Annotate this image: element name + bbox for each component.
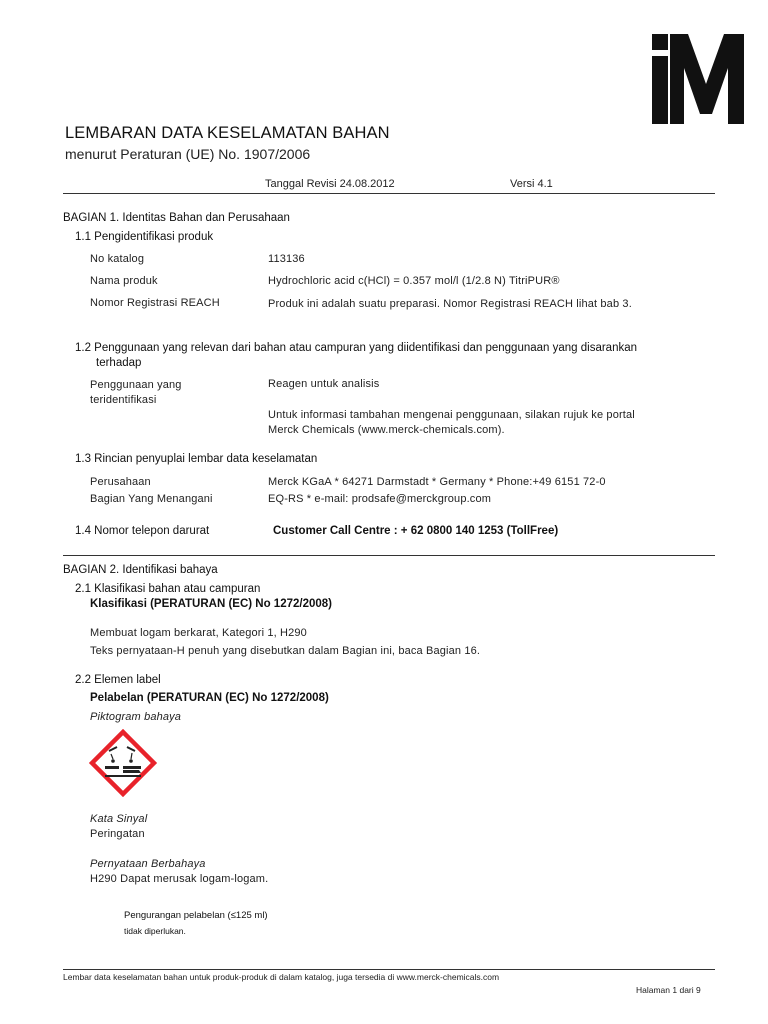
version-label: Versi 4.1 [510,178,553,190]
header-divider [63,193,715,194]
page-number: Halaman 1 dari 9 [636,985,701,995]
identified-use-value: Reagen untuk analisis [268,378,380,390]
signal-word-label: Kata Sinyal [90,813,148,825]
footer-divider [63,969,715,970]
reach-label: Nomor Registrasi REACH [90,297,220,309]
classification-line: Membuat logam berkarat, Kategori 1, H290 [90,627,307,639]
document-title: LEMBARAN DATA KESELAMATAN BAHAN [65,124,390,142]
document-subtitle: menurut Peraturan (UE) No. 1907/2006 [65,146,311,162]
identified-use-label: Penggunaan yang teridentifikasi [90,379,182,406]
reduced-labelling-value: tidak diperlukan. [124,926,186,936]
product-name-value: Hydrochloric acid c(HCl) = 0.357 mol/l (1/2.8 N) TitriPUR® [268,275,560,287]
company-label: Perusahaan [90,476,151,488]
responsible-dept-value: EQ-RS * e-mail: prodsafe@merckgroup.com [268,493,492,505]
corrosion-pictogram-icon [89,729,157,797]
section-1-heading: BAGIAN 1. Identitas Bahan dan Perusahaan [63,212,290,224]
signal-word-value: Peringatan [90,828,145,840]
section-2-2-heading: 2.2 Elemen label [75,674,161,686]
merck-logo [648,34,764,126]
catalog-label: No katalog [90,253,145,265]
reach-value: Produk ini adalah suatu preparasi. Nomor Registrasi REACH lihat bab 3. [268,298,632,310]
section-1-2-heading-cont: terhadap [96,357,142,369]
emergency-phone-value: Customer Call Centre : + 62 0800 140 1253 (TollFree) [273,525,559,537]
hazard-statement-value: H290 Dapat merusak logam-logam. [90,873,269,885]
responsible-dept-label: Bagian Yang Menangani [90,493,213,505]
section-1-1-heading: 1.1 Pengidentifikasi produk [75,231,214,243]
product-name-label: Nama produk [90,275,158,287]
section-1-3-heading: 1.3 Rincian penyuplai lembar data keselamatan [75,453,318,465]
hazard-statement-label: Pernyataan Berbahaya [90,858,206,870]
section-2-heading: BAGIAN 2. Identifikasi bahaya [63,564,218,576]
reduced-labelling-label: Pengurangan pelabelan (≤125 ml) [124,910,268,921]
labelling-subheading: Pelabelan (PERATURAN (EC) No 1272/2008) [90,692,329,704]
section-1-4-heading: 1.4 Nomor telepon darurat [75,525,210,537]
section-2-1-heading: 2.1 Klasifikasi bahan atau campuran [75,583,261,595]
h-statement-note: Teks pernyataan-H penuh yang disebutkan dalam Bagian ini, baca Bagian 16. [90,645,481,657]
additional-use-info: Untuk informasi tambahan mengenai penggunaan, silakan rujuk ke portal Merck Chemicals (www.merck-chemicals.com). [268,409,635,436]
section-1-2-heading: 1.2 Penggunaan yang relevan dari bahan atau campuran yang diidentifikasi dan penggunaan yang disarankan [75,342,638,354]
section-1-divider [63,555,715,556]
classification-subheading: Klasifikasi (PERATURAN (EC) No 1272/2008) [90,598,332,610]
footer-note: Lembar data keselamatan bahan untuk produk-produk di dalam katalog, juga tersedia di www.merck-chemicals.com [63,972,500,982]
pictogram-label: Piktogram bahaya [90,711,182,723]
catalog-value: 113136 [268,253,305,265]
company-value: Merck KGaA * 64271 Darmstadt * Germany * Phone:+49 6151 72-0 [268,476,606,488]
revision-date: Tanggal Revisi 24.08.2012 [265,178,395,190]
